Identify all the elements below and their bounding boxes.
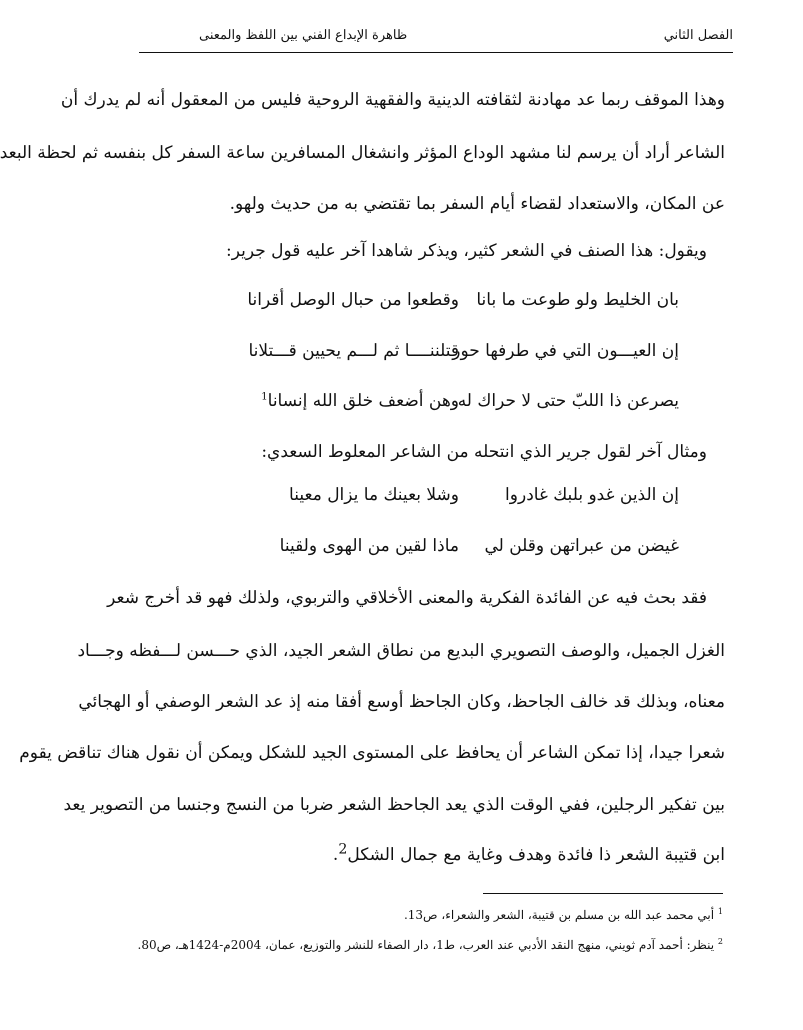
- running-title: ظاهرة الإبداع الفني بين اللفظ والمعنى: [199, 28, 408, 43]
- body-line: ابن قتيبة الشعر ذا فائدة وهدف وغاية مع جمال الشكل$^2$.: [332, 841, 725, 865]
- body-line: الشاعر أراد أن يرسم لنا مشهد الوداع المؤثر وانشغال المسافرين ساعة السفر كل بنفسه ثم لحظة البعد: [0, 143, 725, 163]
- body-line: فقد بحث فيه عن الفائدة الفكرية والمعنى الأخلاقي والتربوي، ولذلك فهو قد أخرج شعر: [107, 588, 707, 608]
- verse-hemistich-first: بان الخليط ولو طوعت ما بانا: [476, 290, 679, 310]
- verse-row: [225, 529, 679, 563]
- footnote-rule: [483, 893, 723, 894]
- verse-hemistich-second: وقطعوا من حبال الوصل أقرانا: [247, 290, 459, 310]
- body-line: معناه، وبذلك قد خالف الجاحظ، وكان الجاحظ أوسع أفقا منه إذ عد الشعر الوصفي أو الهجائي: [78, 692, 725, 712]
- verse-row: [225, 478, 679, 512]
- footnote-ref[interactable]: 1: [261, 391, 268, 403]
- verse-row: [225, 334, 679, 368]
- footnote-number: 1: [717, 907, 723, 916]
- verse-hemistich-second: ماذا لقين من الهوى ولقينا: [279, 536, 459, 556]
- body-line: بين تفكير الرجلين، ففي الوقت الذي يعد الجاحظ الشعر ضربا من النسج وجنسا من التصوير يعد: [63, 795, 725, 815]
- verse-hemistich-first: غيضن من عبراتهن وقلن لي: [484, 536, 679, 556]
- verse-hemistich-first: إن العيـــون التي في طرفها حور: [452, 341, 679, 361]
- verse-hemistich-first: إن الذين غدو بلبك غادروا: [505, 485, 679, 505]
- body-line: شعرا جيدا، إذا تمكن الشاعر أن يحافظ على المستوى الجيد للشكل ويمكن أن نقول هناك تناقض يقوم: [19, 743, 725, 763]
- footnote: [137, 934, 723, 956]
- body-line: عن المكان، والاستعداد لقضاء أيام السفر بما تقتضي به من حديث ولهو.: [229, 194, 725, 214]
- body-line: الغزل الجميل، والوصف التصويري البديع من نطاق الشعر الجيد، الذي حـــسن لـــفظه وجـــاد: [77, 641, 725, 661]
- footnote-ref[interactable]: 2: [338, 841, 348, 858]
- footnote-text: ينظر: أحمد آدم ثويني، منهج النقد الأدبي عند العرب، ط1، دار الصفاء للنشر والتوزيع، عمان، 2004م-1424هـ، ص80.: [137, 938, 715, 952]
- verse-hemistich-first: يصرعن ذا اللبّ حتى لا حراك له: [457, 391, 679, 411]
- verse-row: [225, 384, 679, 418]
- intro-line: ومثال آخر لقول جرير الذي انتحله من الشاعر المعلوط السعدي:: [261, 442, 707, 462]
- verse-row: [225, 283, 679, 317]
- header-rule: [139, 52, 733, 53]
- footnote-number: 2: [717, 937, 723, 946]
- verse-hemistich-second: قتلننــــا ثم لـــم يحيين قـــتلانا: [248, 341, 459, 361]
- footnote: [195, 904, 723, 926]
- body-line: وهذا الموقف ربما عد مهادنة لثقافته الدينية والفقهية الروحية فليس من المعقول أنه لم يدرك أن: [60, 90, 725, 110]
- footnote-text: أبي محمد عبد الله بن مسلم بن قتيبة، الشعر والشعراء، ص13.: [403, 908, 715, 922]
- chapter-label: الفصل الثاني: [663, 28, 733, 43]
- verse-hemistich-second: وشلا بعينك ما يزال معينا: [289, 485, 459, 505]
- running-header: [139, 26, 733, 48]
- intro-line: ويقول: هذا الصنف في الشعر كثير، ويذكر شاهدا آخر عليه قول جرير:: [226, 241, 707, 261]
- verse-hemistich-second: وهن أضعف خلق الله إنسانا$^1$: [261, 391, 459, 411]
